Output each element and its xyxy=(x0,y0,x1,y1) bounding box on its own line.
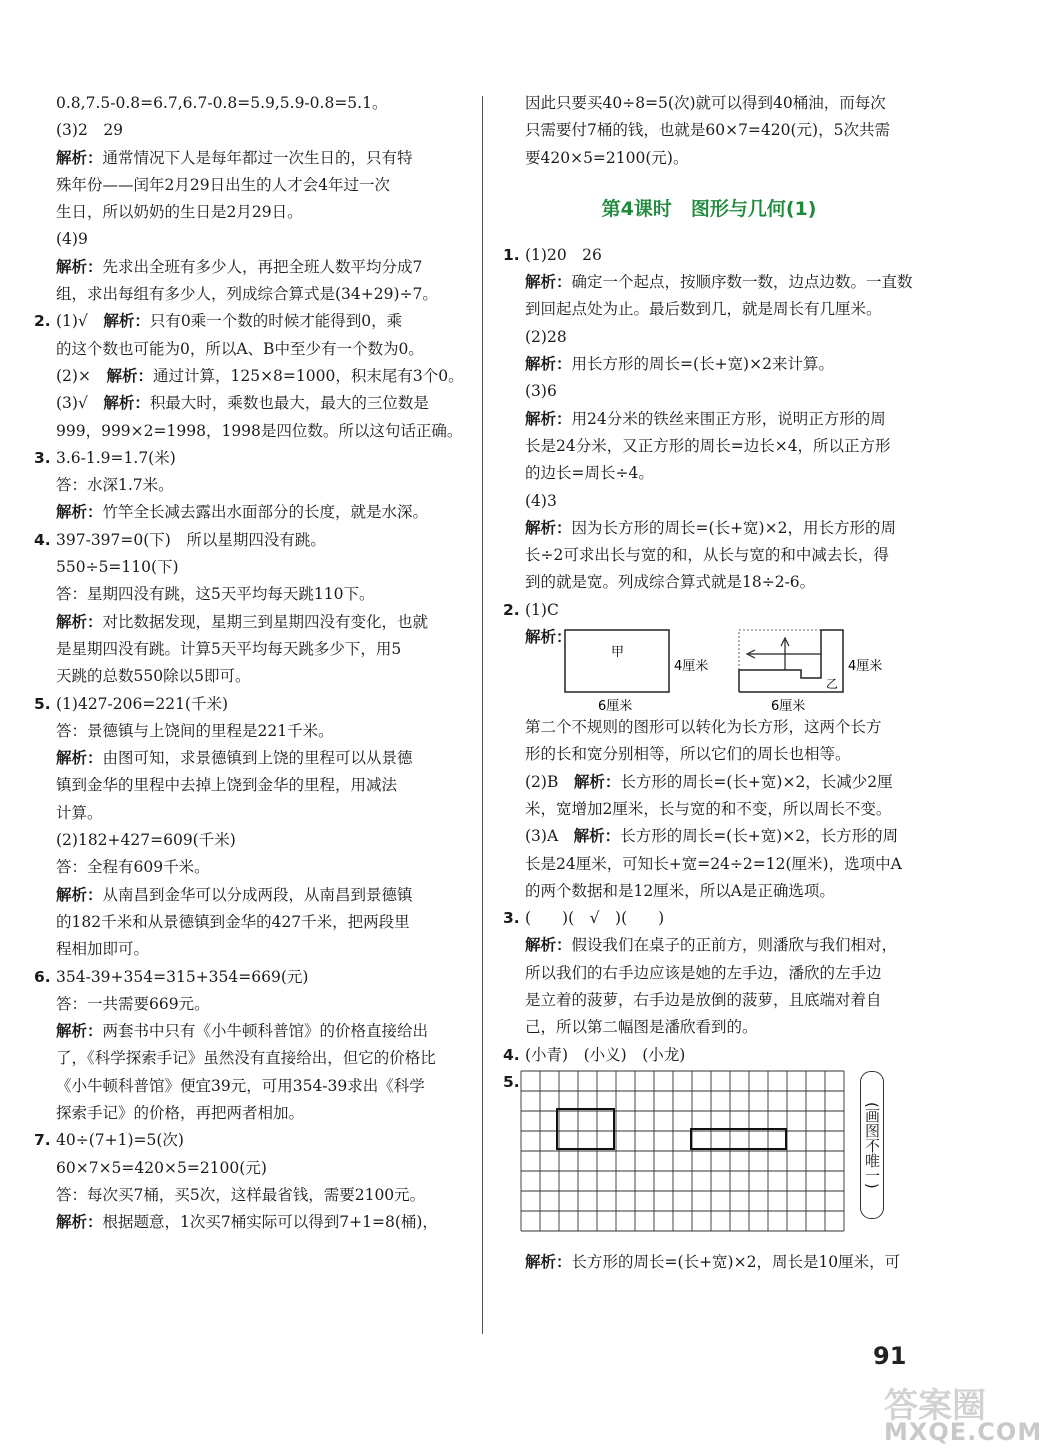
line-text: 的边长=周长÷4。 xyxy=(525,464,654,483)
line-text: (2)× xyxy=(56,366,107,385)
text-line xyxy=(34,554,462,581)
line-text: 是立着的菠萝，右手边是放倒的菠萝，且底端对着自 xyxy=(525,991,882,1010)
text-line: 解析：两套书中只有《小牛顿科普馆》的价格直接给出 xyxy=(56,1022,429,1041)
analysis-label: 解析 xyxy=(525,936,557,955)
line-text: (2)28 xyxy=(525,327,567,346)
text-line xyxy=(503,145,915,172)
text-line xyxy=(34,281,462,308)
line-text: 到回起点处为止。最后数到几，就是周长有几厘米。 xyxy=(525,300,882,319)
line-text: 《小牛顿科普馆》便宜39元，可用354-39求出《科学 xyxy=(56,1076,425,1095)
text-line xyxy=(34,418,462,445)
text-line xyxy=(34,909,462,936)
line-text: 积最大时，乘数也最大，最大的三位数是 xyxy=(149,394,429,413)
text-line xyxy=(34,663,462,690)
question-number: 4. xyxy=(503,1045,520,1064)
line-text: 用24分米的铁丝来围正方形，说明正方形的周 xyxy=(571,409,886,428)
line-text: 长÷2可求出长与宽的和，从长与宽的和中减去长，得 xyxy=(525,546,889,565)
text-line xyxy=(34,172,462,199)
right-mid-lines xyxy=(503,242,915,624)
line-text: 由图可知，求景德镇到上饶的里程可以从景德 xyxy=(102,749,413,768)
line-text: 己，所以第二幅图是潘欣看到的。 xyxy=(525,1018,758,1037)
line-text: 只需要付7桶的钱，也就是60×7=420(元)，5次共需 xyxy=(525,121,890,140)
text-line xyxy=(34,691,462,718)
text-line: 2. (1)√ 解析：只有0乘一个数的时候才能得到0，乘 xyxy=(34,308,462,335)
text-line xyxy=(503,542,915,569)
line-text: 两套书中只有《小牛顿科普馆》的价格直接给出 xyxy=(102,1022,429,1041)
yi-label: 乙 xyxy=(826,677,839,692)
grid-note: (画图不唯一) xyxy=(860,1071,884,1219)
line-text: 0.8,7.5-0.8=6.7,6.7-0.8=5.9,5.9-0.8=5.1。 xyxy=(56,94,388,112)
answer-grid xyxy=(521,1071,861,1251)
line-text: 40÷(7+1)=5(次) xyxy=(56,1131,184,1150)
line-text: 了，《科学探索手记》虽然没有直接给出，但它的价格比 xyxy=(56,1049,436,1068)
line-text: 的两个数据和是12厘米，所以A是正确选项。 xyxy=(525,881,835,900)
q5-number: 5. xyxy=(503,1072,520,1091)
line-text: (小青) (小义) (小龙) xyxy=(525,1045,686,1064)
question-number: 2. xyxy=(34,312,51,331)
text-line xyxy=(34,226,462,253)
figure-svg xyxy=(503,624,915,714)
line-text: ( )( √ )( ) xyxy=(525,909,665,928)
line-text: 550÷5=110(下) xyxy=(56,558,179,577)
text-line: (3)√ 解析：积最大时，乘数也最大，最大的三位数是 xyxy=(56,394,429,413)
text-line xyxy=(34,199,462,226)
text-line: 解析：通常情况下人是每年都过一次生日的，只有特 xyxy=(56,148,413,167)
text-line: 解析：用长方形的周长=(长+宽)×2来计算。 xyxy=(525,355,834,374)
text-line: 解析：竹竿全长减去露出水面部分的长度，就是水深。 xyxy=(56,503,429,522)
line-text: (2)182+427=609(千米) xyxy=(56,831,236,850)
line-text: (1)427-206=221(千米) xyxy=(56,694,229,713)
text-line: 解析：确定一个起点，按顺序数一数，边点边数。一直数 xyxy=(525,273,913,292)
left-column xyxy=(34,90,462,1236)
analysis-label: 解析 xyxy=(525,273,557,292)
watermark-glyphs: 答案圈 xyxy=(884,1386,986,1426)
question-number: 6. xyxy=(34,967,51,986)
line-text: (1)C xyxy=(525,600,559,619)
text-line xyxy=(503,851,915,878)
rectangle-figures xyxy=(503,624,915,714)
final-line: 解析：长方形的周长=(长+宽)×2，周长是10厘米，可 xyxy=(525,1252,901,1271)
line-text: 要420×5=2100(元)。 xyxy=(525,148,689,167)
line-text: 长是24厘米，可知长+宽=24÷2=12(厘米)，选项中A xyxy=(525,854,902,873)
line-text: 60×7×5=420×5=2100(元) xyxy=(56,1158,267,1177)
text-line: 解析：对比数据发现，星期三到星期四没有变化，也就 xyxy=(56,612,429,631)
text-line xyxy=(503,117,915,144)
text-line xyxy=(503,378,915,405)
line-text: 计算。 xyxy=(56,803,103,822)
side-a-label: 4厘米 xyxy=(674,659,709,675)
line-text: 答：水深1.7米。 xyxy=(56,476,174,495)
line-text: 答：星期四没有跳，这5天平均每天跳110下。 xyxy=(56,585,375,604)
text-line xyxy=(503,905,915,932)
line-text: (4)3 xyxy=(525,491,557,510)
analysis-label: 解析 xyxy=(103,394,135,413)
text-line: (2)B 解析：长方形的周长=(长+宽)×2，长减少2厘 xyxy=(525,772,893,791)
jia-label: 甲 xyxy=(611,645,625,661)
text-line xyxy=(503,90,915,117)
text-line xyxy=(503,796,915,823)
line-text: (3)2 29 xyxy=(56,121,124,140)
line-text: 长是24分米，又正方形的周长=边长×4，所以正方形 xyxy=(525,436,891,455)
text-line xyxy=(503,714,915,741)
text-line: 解析：因为长方形的周长=(长+宽)×2，用长方形的周 xyxy=(525,518,896,537)
line-text: 从南昌到金华可以分成两段，从南昌到景德镇 xyxy=(102,885,413,904)
text-line xyxy=(34,90,462,117)
question-number: 2. xyxy=(503,600,520,619)
line-text: 答：景德镇与上饶间的里程是221千米。 xyxy=(56,721,334,740)
line-text: 探索手记》的价格，再把两者相加。 xyxy=(56,1103,305,1122)
line-text: 生日，所以奶奶的生日是2月29日。 xyxy=(56,203,303,222)
text-line xyxy=(34,964,462,991)
text-line xyxy=(503,878,915,905)
drawn-rectangle-2 xyxy=(691,1129,786,1149)
text-line xyxy=(34,581,462,608)
analysis-label: 解析 xyxy=(525,355,557,374)
line-text: 程相加即可。 xyxy=(56,940,150,959)
text-line xyxy=(34,117,462,144)
analysis-label: 解析 xyxy=(56,257,88,276)
question-number: 3. xyxy=(503,909,520,928)
watermark-text: MXQE.COM xyxy=(884,1418,1042,1446)
text-line xyxy=(503,597,915,624)
line-text: 3.6-1.9=1.7(米) xyxy=(56,448,176,467)
analysis-label: 解析 xyxy=(525,409,557,428)
line-text: 的这个数也可能为0，所以A、B中至少有一个数为0。 xyxy=(56,339,424,358)
text-line xyxy=(34,1155,462,1182)
line-text: 殊年份——闰年2月29日出生的人才会4年过一次 xyxy=(56,175,390,194)
text-line xyxy=(34,1100,462,1127)
analysis-label: 解析 xyxy=(56,148,88,167)
text-line xyxy=(34,718,462,745)
text-line: 解析：假设我们在桌子的正前方，则潘欣与我们相对， xyxy=(525,936,898,955)
line-text: 确定一个起点，按顺序数一数，边点边数。一直数 xyxy=(571,273,913,292)
line-text: 通过计算，125×8=1000，积末尾有3个0。 xyxy=(152,366,464,385)
analysis-label: 解析 xyxy=(56,503,88,522)
analysis-label: 解析 xyxy=(56,749,88,768)
text-line xyxy=(34,800,462,827)
text-line xyxy=(503,242,915,269)
line-text: 所以我们的右手边应该是她的左手边，潘欣的左手边 xyxy=(525,963,882,982)
analysis-label: 解析 xyxy=(56,612,88,631)
line-text: (1)√ xyxy=(56,312,104,331)
line-text: (3)6 xyxy=(525,382,557,401)
line-text: 镇到金华的里程中去掉上饶到金华的里程，用减法 xyxy=(56,776,398,795)
text-line xyxy=(34,1045,462,1072)
line-text: 第二个不规则的图形可以转化为长方形，这两个长方 xyxy=(525,718,882,737)
line-text: (1)20 26 xyxy=(525,245,602,264)
line-text: 长方形的周长=(长+宽)×2，长减少2厘 xyxy=(620,772,893,791)
text-line xyxy=(34,336,462,363)
drawn-rectangle-1 xyxy=(557,1109,614,1149)
text-line xyxy=(34,636,462,663)
question-number: 4. xyxy=(34,530,51,549)
line-text: 假设我们在桌子的正前方，则潘欣与我们相对， xyxy=(571,936,898,955)
question-number: 3. xyxy=(34,448,51,467)
analysis-label: 解析 xyxy=(56,885,88,904)
analysis-label: 解析 xyxy=(106,366,138,385)
question-number: 5. xyxy=(34,694,51,713)
text-line xyxy=(34,472,462,499)
line-text: (4)9 xyxy=(56,230,88,249)
text-line xyxy=(503,324,915,351)
text-line xyxy=(503,296,915,323)
figure-label: 解析： xyxy=(525,628,572,647)
analysis-label: 解析 xyxy=(56,1213,88,1232)
question-number: 7. xyxy=(34,1131,51,1150)
line-text: 999，999×2=1998，1998是四位数。所以这句话正确。 xyxy=(56,421,463,440)
line-text: 根据题意，1次买7桶实际可以得到7+1=8(桶)， xyxy=(102,1213,438,1232)
q5-grid-row xyxy=(503,1069,915,1249)
text-line xyxy=(503,741,915,768)
text-line: (2)× 解析：通过计算，125×8=1000，积末尾有3个0。 xyxy=(56,366,464,385)
rect-jia xyxy=(565,630,669,692)
text-line xyxy=(34,854,462,881)
text-line xyxy=(503,433,915,460)
analysis-label: 解析 xyxy=(573,772,605,791)
text-line xyxy=(34,936,462,963)
text-line xyxy=(503,460,915,487)
text-line xyxy=(503,960,915,987)
line-text: 用长方形的周长=(长+宽)×2来计算。 xyxy=(571,355,834,374)
line-text: 先求出全班有多少人，再把全班人数平均分成7 xyxy=(102,257,423,276)
question-number: 1. xyxy=(503,245,520,264)
line-text: (3)√ xyxy=(56,394,104,413)
text-line xyxy=(503,1042,915,1069)
line-text: 米，宽增加2厘米，长与宽的和不变，所以周长不变。 xyxy=(525,799,892,818)
line-text: 组，求出每组有多少人，列成综合算式是(34+29)÷7。 xyxy=(56,285,438,304)
line-text: 因此只要买40÷8=5(次)就可以得到40桶油，而每次 xyxy=(525,94,886,112)
text-line xyxy=(34,1073,462,1100)
text-line xyxy=(34,772,462,799)
text-line xyxy=(34,991,462,1018)
line-text: 到的就是宽。列成综合算式就是18÷2-6。 xyxy=(525,573,816,592)
text-line xyxy=(503,1014,915,1041)
line-text: 天跳的总数550除以5即可。 xyxy=(56,667,251,686)
right-bottom-lines xyxy=(503,714,915,1069)
line-text: 竹竿全长减去露出水面部分的长度，就是水深。 xyxy=(102,503,429,522)
text-line: (3)A 解析：长方形的周长=(长+宽)×2，长方形的周 xyxy=(525,827,899,846)
line-text: 354-39+354=315+354=669(元) xyxy=(56,967,309,986)
analysis-label: 解析 xyxy=(56,1022,88,1041)
analysis-label: 解析 xyxy=(525,518,557,537)
line-text: 是星期四没有跳。计算5天平均每天跳多少下，用5 xyxy=(56,639,402,658)
line-text: 对比数据发现，星期三到星期四没有变化，也就 xyxy=(102,612,429,631)
line-text: 通常情况下人是每年都过一次生日的，只有特 xyxy=(102,148,413,167)
line-text: (2)B xyxy=(525,772,574,791)
text-line: 解析：根据题意，1次买7桶实际可以得到7+1=8(桶)， xyxy=(56,1213,438,1232)
line-text: 答：一共需要669元。 xyxy=(56,994,210,1013)
text-line xyxy=(503,569,915,596)
text-line xyxy=(34,527,462,554)
line-text: 答：每次买7桶，买5次，这样最省钱，需要2100元。 xyxy=(56,1185,426,1204)
right-top-lines xyxy=(503,90,915,172)
line-text: 只有0乘一个数的时候才能得到0，乘 xyxy=(149,312,403,331)
line-text: 397-397=0(下) 所以星期四没有跳。 xyxy=(56,530,326,549)
lesson-title: 第4课时 图形与几何(1) xyxy=(601,197,817,220)
base-a-label: 6厘米 xyxy=(598,699,633,715)
text-line xyxy=(34,445,462,472)
right-column xyxy=(503,90,915,1276)
analysis-label: 解析 xyxy=(525,1252,557,1271)
text-line: 解析：由图可知，求景德镇到上饶的里程可以从景德 xyxy=(56,749,413,768)
line-text: 的182千米和从景德镇到金华的427千米，把两段里 xyxy=(56,912,410,931)
line-text: 答：全程有609千米。 xyxy=(56,858,210,877)
line-text: 形的长和宽分别相等，所以它们的周长也相等。 xyxy=(525,745,851,764)
line-text: 长方形的周长=(长+宽)×2，长方形的周 xyxy=(620,827,899,846)
line-text: (3)A xyxy=(525,827,574,846)
page-number: 91 xyxy=(873,1342,907,1370)
text-line: 解析：先求出全班有多少人，再把全班人数平均分成7 xyxy=(56,257,423,276)
side-b-label: 4厘米 xyxy=(848,659,883,675)
analysis-label: 解析 xyxy=(103,312,135,331)
text-line xyxy=(34,827,462,854)
text-line xyxy=(34,1182,462,1209)
line-text: 因为长方形的周长=(长+宽)×2，用长方形的周 xyxy=(571,518,896,537)
analysis-label: 解析 xyxy=(573,827,605,846)
text-line: 解析：用24分米的铁丝来围正方形，说明正方形的周 xyxy=(525,409,886,428)
final-line-text: 长方形的周长=(长+宽)×2，周长是10厘米，可 xyxy=(571,1252,901,1271)
column-divider xyxy=(482,96,483,1334)
text-line xyxy=(503,488,915,515)
text-line: 解析：从南昌到金华可以分成两段，从南昌到景德镇 xyxy=(56,885,413,904)
base-b-label: 6厘米 xyxy=(771,699,806,715)
text-line xyxy=(503,987,915,1014)
text-line xyxy=(34,1127,462,1154)
